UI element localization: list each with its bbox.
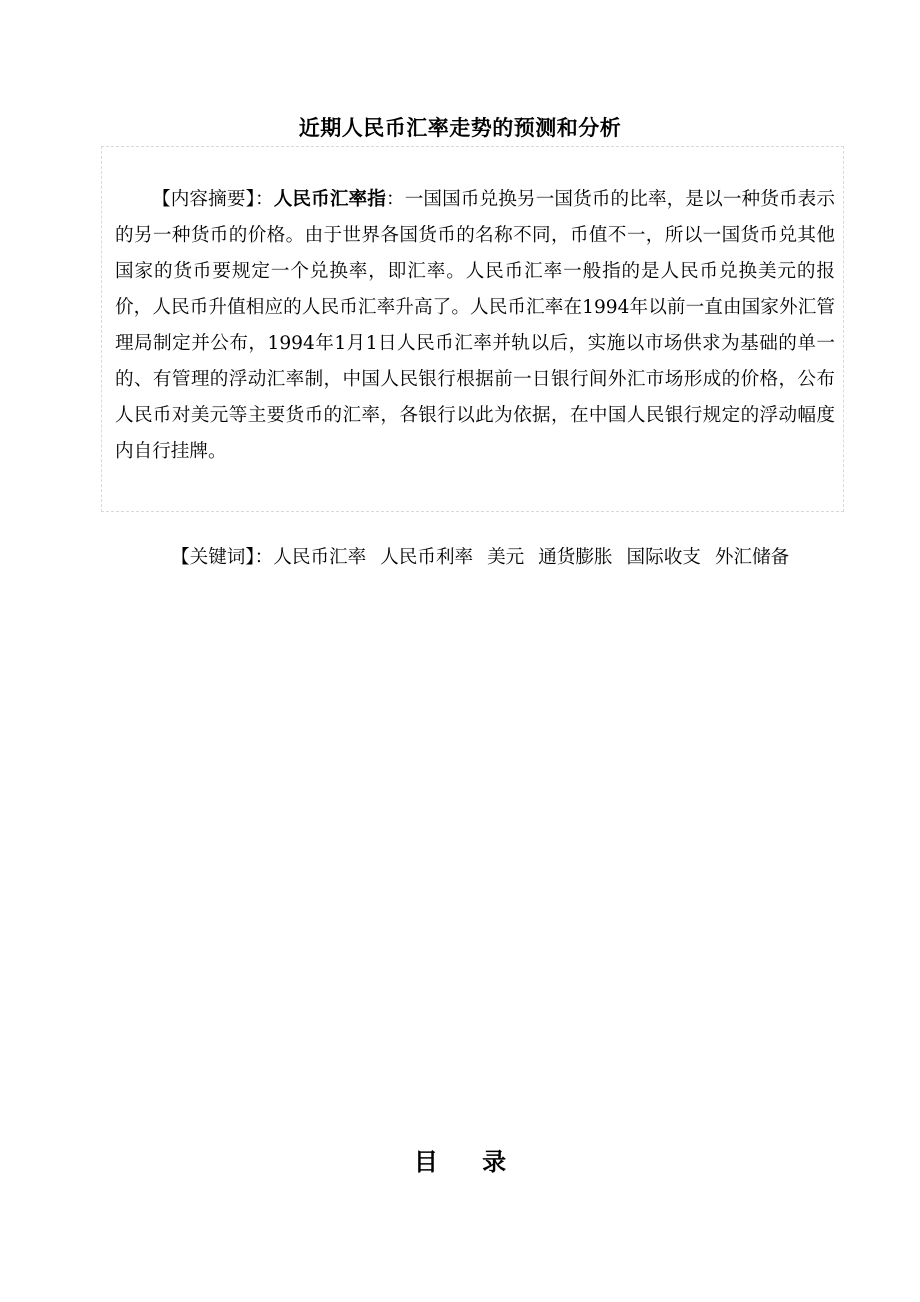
abstract-paragraph [115, 182, 835, 470]
abstract-label: 【内容摘要】： [152, 189, 274, 210]
toc-title: 目 录 [413, 1148, 507, 1176]
abstract-term: 人民币汇率指 [273, 189, 386, 210]
keyword-item: 外汇储备 [714, 547, 790, 568]
keyword-item: 国际收支 [626, 547, 701, 568]
page-title: 近期人民币汇率走势的预测和分析 [298, 116, 622, 140]
keywords-label: 【关键词】： [171, 547, 274, 568]
keyword-item: 人民币利率 [380, 547, 474, 568]
abstract-term-colon: ： [385, 189, 405, 210]
keyword-item: 通货膨胀 [538, 547, 613, 568]
abstract-body: 一国国币兑换另一国货币的比率，是以一种货币表示的另一种货币的价格。由于世界各国货币的名称不同，币值不一，所以一国货币兑其他国家的货币要规定一个兑换率，即汇率。人民币汇率一般指的是人民币兑换美元的报价，人民币升值相应的人民币汇率升高了。人民币汇率在1994年以前一直由国家外汇管理局制定并公布，1994年1月1日人民币汇率并轨以后，实施以市场供求为基础的单一的、有管理的浮动汇率制，中国人民银行根据前一日银行间外汇市场形成的价格，公布人民币对美元等主要货币的汇率，各银行以此为依据，在中国人民银行规定的浮动幅度内自行挂牌。 [115, 189, 835, 462]
keyword-item: 美元 [487, 547, 525, 568]
keywords-line [115, 540, 835, 576]
keyword-item: 人民币汇率 [273, 547, 367, 568]
